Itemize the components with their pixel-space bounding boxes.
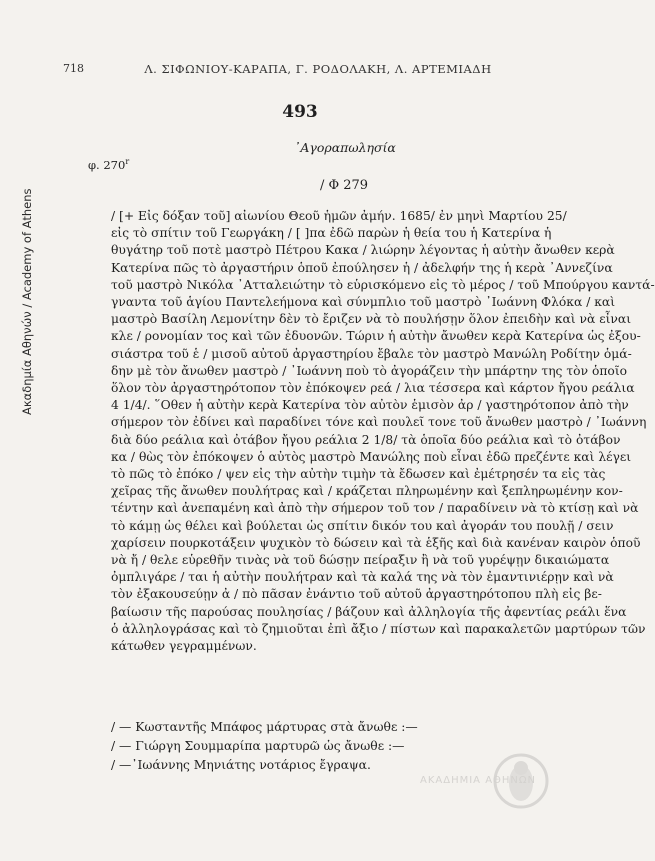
text-line: ὅλον τὸν ἀργαστηρότοπον τὸν ἐπόκοψεν ρεά / λια τέσσερα καὶ κάρτον ἤγου ρεάλια bbox=[111, 381, 635, 396]
text-line: κα / θὼς τὸν ἐπόκοψεν ὁ αὐτὸς μαστρὸ Μανώλης ποὺ εἶναι ἐδῶ πρεζέντε καὶ λέγει bbox=[111, 449, 632, 464]
text-line: ὀμπλιγάρε / ται ἡ αὐτὴν πουλήτραν καὶ τὰ καλά της νὰ τὸν ἐμαντινιέρῃν καὶ νὰ bbox=[111, 570, 614, 585]
text-line: σιάστρα τοῦ ἑ / μισοῦ αὐτοῦ ἀργαστηρίου ἔβαλε τὸν μαστρὸ Μανώλη Ροδίτην ὁμά- bbox=[111, 346, 632, 361]
text-line: τοῦ μαστρὸ Νικόλα ᾿Ατταλειώτην τὸ εὑρισκόμενο εἰς τὸ μέρος / τοῦ Μπούργου καντά- bbox=[111, 277, 655, 292]
text-line: χεῖρας τῆς ἄνωθεν πουλήτρας καὶ / κράζεται πληρωμένην καὶ ξεπληρωμένην κον- bbox=[111, 484, 623, 499]
text-line: μαστρὸ Βασίλη Λεμονίτην δὲν τὸ ἔριζεν νὰ τὸ πουλήσῃν ὅλον ἐπειδὴν καὶ νὰ εἶναι bbox=[111, 312, 632, 327]
text-line: γναντα τοῦ ἁγίου Παντελεήμονα καὶ σύνμπλιο τοῦ μαστρὸ ᾿Ιωάννη Φλόκα / καὶ bbox=[111, 295, 616, 310]
text-line: βαίωσιν τῆς παρούσας πουλησίας / βάζουν καὶ ἀλληλογία τῆς ἀφεντίας ρεάλι ἕνα bbox=[111, 604, 627, 619]
text-line: 4 1/4/. ῞Οθεν ἡ αὐτὴν κερὰ Κατερίνα τὸν αὐτὸν ἑμισὸν ἀρ / γαστηρότοπον ἀπὸ τὴν bbox=[111, 398, 629, 413]
text-line: / [+ Εἰς δόξαν τοῦ] αἰωνίου Θεοῦ ἡμῶν ἀμήν. 1685/ ἐν μηνὶ Μαρτίου 25/ bbox=[111, 209, 567, 223]
text-line: νὰ ἤ / θελε εὑρεθῆν τινὰς νὰ τοῦ δώσῃν πείραξιν ἢ νὰ τοῦ γυρέψῃν δικαιώματα bbox=[111, 553, 610, 568]
signature-line: / — Γιώργη Σουμμαρίπα μαρτυρῶ ὡς ἄνωθε :— bbox=[111, 738, 405, 753]
text-line: τὸν ἐξακουσεύῃν ἀ / πὸ πᾶσαν ἐνάντιο τοῦ αὐτοῦ ἀργαστηρότοπου πλὴ εἰς βε- bbox=[111, 587, 602, 602]
folio-superscript: r bbox=[125, 157, 130, 166]
archive-reference: / Φ 279 bbox=[319, 178, 369, 193]
folio-text: φ. 270 bbox=[88, 157, 126, 172]
signatures bbox=[111, 718, 547, 774]
text-line: τέντην καὶ ἀνεπαμένη καὶ ἀπὸ τὴν σήμερον τοῦ τον / παραδίνειν νὰ τὸ κτίσῃ καὶ νὰ bbox=[111, 501, 639, 516]
running-head: Λ. ΣΙΦΩΝΙΟΥ-ΚΑΡΑΠΑ, Γ. ΡΟΔΟΛΑΚΗ, Λ. ΑΡΤΕΜΙΑΔΗ bbox=[144, 62, 492, 76]
text-line: Κατερίνα πῶς τὸ ἀργαστήριν ὁποῦ ἐπούλησεν ἡ / ἀδελφήν της ἡ κερὰ ᾿Αννεζίνα bbox=[111, 260, 613, 275]
folio-reference bbox=[88, 157, 129, 172]
document-body bbox=[111, 208, 655, 655]
page-number: 718 bbox=[63, 62, 84, 75]
text-line: κλε / ρονομίαν τος καὶ τῶν ἐδυονῶν. Τώριν ἡ αὐτὴν ἄνωθεν κερὰ Κατερίνα ὡς ἐξου- bbox=[111, 329, 641, 344]
side-watermark: Ακαδημία Αθηνών / Academy of Athens bbox=[20, 188, 34, 415]
text-line: ὁ ἀλληλογράσας καὶ τὸ ζημιοῦται ἐπὶ ἄξιο / πίστων καὶ παρακαλετῶν μαρτύρων τῶν bbox=[111, 621, 646, 636]
document-title: ᾿Αγοραπωλησία bbox=[294, 140, 396, 155]
text-line: εἰς τὸ σπίτιν τοῦ Γεωργάκη / [ ]πα ἐδῶ παρὼν ἡ θεία του ἡ Κατερίνα ἡ bbox=[111, 226, 552, 241]
text-line: κάτωθεν γεγραμμένων. bbox=[111, 639, 257, 654]
text-line: θυγάτηρ τοῦ ποτὲ μαστρὸ Πέτρου Κακα / λιώρην λέγοντας ἡ αὐτὴν ἄνωθεν κερὰ bbox=[111, 243, 615, 258]
text-line: διὰ δύο ρεάλια καὶ ὀτάβον ἤγου ρεάλια 2 1/8/ τὰ ὁποῖα δύο ρεάλια καὶ τὸ ὀτάβον bbox=[111, 432, 621, 447]
text-line: χαρίσειν πουρκοτάξειν ψυχικὸν τὸ δώσειν καὶ τὰ ἑξῆς καὶ διὰ κανέναν καιρὸν ὁποῦ bbox=[111, 535, 641, 550]
signature-line: / — Κωσταντῆς Μπάφος μάρτυρας στὰ ἄνωθε :— bbox=[111, 720, 418, 734]
text-line: δην μὲ τὸν ἄνωθεν μαστρὸ / ᾿Ιωάννη ποὺ τὸ ἀγοράζειν τὴν μπάρτην της τὸν ὁποῖο bbox=[111, 363, 628, 378]
signature-line: / —᾿Ιωάννης Μηνιάτης νοτάριος ἔγραψα. bbox=[111, 757, 371, 772]
text-line: τὸ κάμῃ ὡς θέλει καὶ βούλεται ὡς σπίτιν δικόν του καὶ ἀγοράν του πουλῇ / σειν bbox=[111, 518, 614, 533]
academy-stamp-text: ΑΚΑΔΗΜΙΑ ΑΘΗΝΩΝ bbox=[420, 775, 537, 786]
text-line: σήμερον τὸν ἐδίνει καὶ παραδίνει τόνε καὶ πουλεῖ τονε τοῦ ἄνωθεν μαστρὸ / ᾿Ιωάννη bbox=[111, 415, 647, 430]
text-line: τὸ πῶς τὸ ἐπόκο / ψεν εἰς τὴν αὐτὴν τιμὴν τὰ ἔδωσεν καὶ ἐμέτρησέν τα εἰς τὰς bbox=[111, 467, 606, 482]
document-number: 493 bbox=[282, 102, 318, 122]
